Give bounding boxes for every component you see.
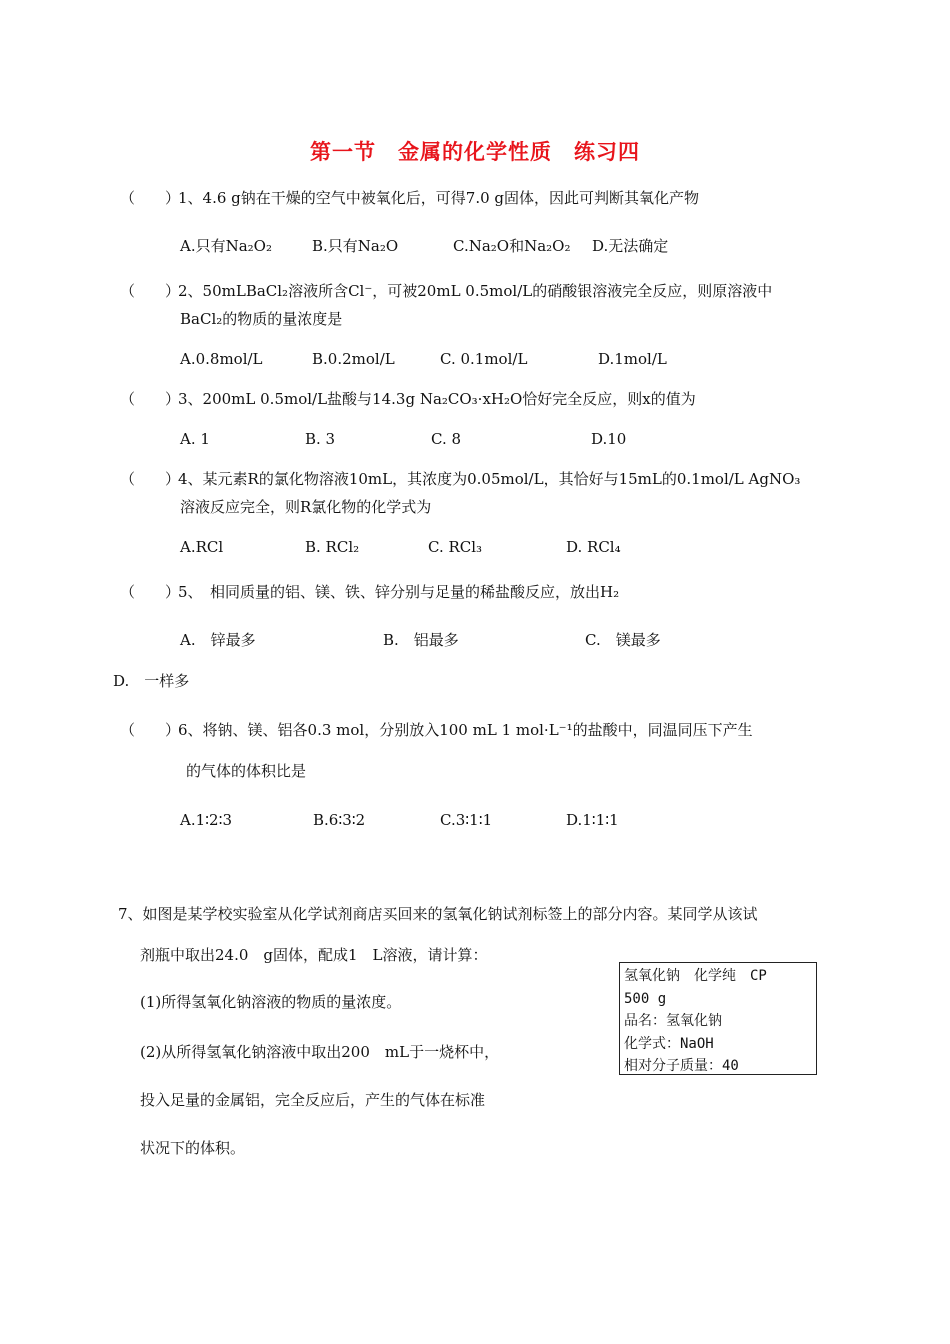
option-d: D.10	[591, 430, 627, 448]
option-b: B. RCl₂	[305, 538, 360, 556]
question-7-part-2-cont: 投入足量的金属铝，完全反应后，产生的气体在标准	[140, 1091, 486, 1109]
question-text: 1、4.6 g钠在干燥的空气中被氧化后，可得7.0 g固体，因此可判断其氧化产物	[178, 189, 699, 207]
option-d: D. 一样多	[113, 672, 190, 690]
option-a: A. 1	[180, 430, 210, 448]
option-c: C. 0.1mol/L	[440, 350, 528, 368]
option-b: B.只有Na₂O	[312, 237, 399, 255]
option-b: B. 铝最多	[383, 631, 459, 649]
answer-blank[interactable]: （ ）	[120, 583, 181, 601]
option-a: A.0.8mol/L	[180, 350, 263, 368]
reagent-label	[619, 962, 817, 1075]
option-d: D.1mol/L	[598, 350, 667, 368]
answer-blank[interactable]: （ ）	[120, 721, 181, 739]
question-7-part-2-cont: 状况下的体积。	[140, 1139, 246, 1157]
question-6	[120, 720, 753, 740]
question-3	[120, 389, 696, 409]
answer-blank[interactable]: （ ）	[120, 390, 181, 408]
question-7-part-1: (1)所得氢氧化钠溶液的物质的量浓度。	[140, 993, 402, 1011]
question-7: 7、如图是某学校实验室从化学试剂商店买回来的氢氧化钠试剂标签上的部分内容。某同学从该试	[118, 905, 758, 923]
option-b: B.6∶3∶2	[313, 811, 366, 829]
label-line: 500 g	[624, 990, 667, 1007]
option-d: D. RCl₄	[566, 538, 621, 556]
option-a: A.1∶2∶3	[180, 811, 233, 829]
option-c: C.3∶1∶1	[440, 811, 493, 829]
option-c: C. 镁最多	[585, 631, 661, 649]
option-a: A.RCl	[180, 538, 224, 556]
option-a: A. 锌最多	[180, 631, 256, 649]
question-text-cont: BaCl₂的物质的量浓度是	[180, 310, 343, 328]
question-2	[120, 281, 772, 301]
question-5	[120, 582, 619, 602]
answer-blank[interactable]: （ ）	[120, 282, 181, 300]
question-text-cont: 溶液反应完全，则R氯化物的化学式为	[180, 498, 432, 516]
question-7-text: 剂瓶中取出24.0 g固体，配成1 L溶液，请计算：	[140, 946, 488, 964]
label-line: 氢氧化钠 化学纯 CP	[624, 968, 767, 984]
question-text: 5、 相同质量的铝、镁、铁、锌分别与足量的稀盐酸反应，放出H₂	[178, 583, 620, 601]
option-d: D.无法确定	[592, 237, 669, 255]
option-c: C.Na₂O和Na₂O₂	[453, 237, 571, 255]
answer-blank[interactable]: （ ）	[120, 189, 181, 207]
label-line: 品名：氢氧化钠	[624, 1013, 722, 1029]
question-text: 2、50mLBaCl₂溶液所含Cl⁻，可被20mL 0.5mol/L的硝酸银溶液完全反应，则原溶液中	[178, 282, 773, 300]
question-text: 3、200mL 0.5mol/L盐酸与14.3g Na₂CO₃·xH₂O恰好完全反应，则x的值为	[178, 390, 696, 408]
question-4	[120, 469, 800, 489]
question-text-cont: 的气体的体积比是	[186, 762, 307, 780]
answer-blank[interactable]: （ ）	[120, 470, 181, 488]
option-c: C. RCl₃	[428, 538, 483, 556]
option-c: C. 8	[431, 430, 462, 448]
question-1	[120, 188, 699, 208]
option-a: A.只有Na₂O₂	[180, 237, 272, 255]
option-b: B. 3	[305, 430, 336, 448]
option-d: D.1∶1∶1	[566, 811, 619, 829]
question-7-part-2: (2)从所得氢氧化钠溶液中取出200 mL于一烧杯中，	[140, 1043, 500, 1061]
label-line: 化学式：NaOH	[624, 1035, 714, 1052]
label-line: 相对分子质量：40	[624, 1058, 739, 1074]
question-text: 6、将钠、镁、铝各0.3 mol，分别放入100 mL 1 mol·L⁻¹的盐酸中，同温同压下产生	[178, 721, 753, 739]
page-title: 第一节 金属的化学性质 练习四	[310, 140, 640, 164]
question-text: 4、某元素R的氯化物溶液10mL，其浓度为0.05mol/L，其恰好与15mL的0.1mol/L AgNO₃	[178, 470, 801, 488]
option-b: B.0.2mol/L	[312, 350, 395, 368]
